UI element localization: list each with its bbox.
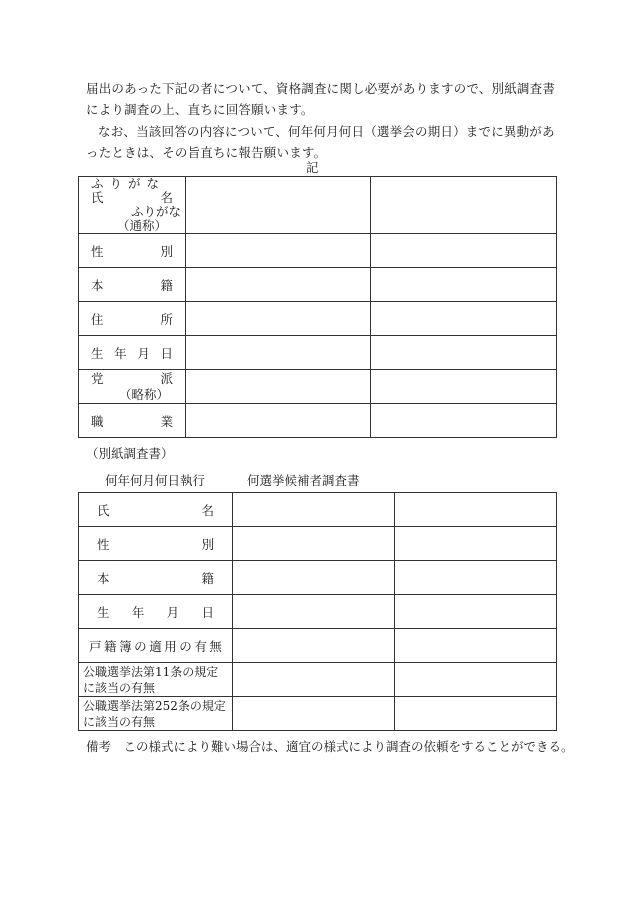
name-label: 氏 名 xyxy=(91,190,173,205)
domicile-label: 本 籍 xyxy=(79,561,233,595)
intro-paragraph-1: 届出のあった下記の者について、資格調査に関し必要がありますので、別紙調査書により調査の上、直ちに回答願います。 xyxy=(86,81,556,117)
value-cell[interactable] xyxy=(395,561,557,595)
value-cell[interactable] xyxy=(371,302,557,336)
value-cell[interactable] xyxy=(186,268,371,302)
domicile-label: 本 籍 xyxy=(79,268,186,302)
family-register-label: 戸 籍 簿 の 適 用 の 有 無 xyxy=(79,629,233,663)
birthdate-label: 生 年 月 日 xyxy=(79,336,186,370)
value-cell[interactable] xyxy=(371,370,557,404)
table-row xyxy=(79,629,557,663)
value-cell[interactable] xyxy=(371,177,557,234)
value-cell[interactable] xyxy=(395,595,557,629)
value-cell[interactable] xyxy=(233,493,395,527)
table-row xyxy=(79,404,557,438)
value-cell[interactable] xyxy=(186,234,371,268)
table-row xyxy=(79,177,557,234)
value-cell[interactable] xyxy=(395,493,557,527)
value-cell[interactable] xyxy=(186,177,371,234)
ki-heading: 記 xyxy=(306,160,319,175)
value-cell[interactable] xyxy=(371,404,557,438)
value-cell[interactable] xyxy=(233,595,395,629)
value-cell[interactable] xyxy=(233,561,395,595)
appendix-label: （別紙調査書） xyxy=(86,446,174,461)
table-row xyxy=(79,493,557,527)
law11-label: 公職選挙法第11条の規定に該当の有無 xyxy=(79,663,233,697)
value-cell[interactable] xyxy=(233,527,395,561)
furigana-label: ふ り が な xyxy=(91,176,159,191)
furigana-tsusho-label: ふりがな xyxy=(130,204,181,219)
value-cell[interactable] xyxy=(233,663,395,697)
survey-title: 何選挙候補者調査書 xyxy=(247,473,360,488)
name-label: 氏 名 xyxy=(79,493,233,527)
address-label: 住 所 xyxy=(79,302,186,336)
value-cell[interactable] xyxy=(395,527,557,561)
table-row xyxy=(79,561,557,595)
value-cell[interactable] xyxy=(395,629,557,663)
value-cell[interactable] xyxy=(233,629,395,663)
table-row xyxy=(79,336,557,370)
table-row xyxy=(79,697,557,731)
birthdate-label: 生 年 月 日 xyxy=(79,595,233,629)
tsusho-label: （通称） xyxy=(116,218,167,233)
value-cell[interactable] xyxy=(186,370,371,404)
occupation-label: 職 業 xyxy=(79,404,186,438)
law252-label: 公職選挙法第252条の規定に該当の有無 xyxy=(79,697,233,731)
value-cell[interactable] xyxy=(395,697,557,731)
value-cell[interactable] xyxy=(371,268,557,302)
table-row xyxy=(79,302,557,336)
intro-paragraph-2: なお、当該回答の内容について、何年何月何日（選挙会の期日）までに異動があったときは、その旨直ちに報告願います。 xyxy=(86,124,555,160)
value-cell[interactable] xyxy=(395,663,557,697)
value-cell[interactable] xyxy=(371,336,557,370)
survey-table xyxy=(78,492,557,731)
remarks-note: 備考 この様式により難い場合は、適宜の様式により調査の依頼をすることができる。 xyxy=(86,739,574,754)
table-row xyxy=(79,663,557,697)
request-table xyxy=(78,176,557,438)
furigana-name-label xyxy=(79,177,186,234)
survey-date-text: 何年何月何日執行 xyxy=(105,473,206,488)
value-cell[interactable] xyxy=(186,302,371,336)
value-cell[interactable] xyxy=(371,234,557,268)
table-row xyxy=(79,370,557,404)
sex-label: 性 別 xyxy=(79,234,186,268)
table-row xyxy=(79,595,557,629)
value-cell[interactable] xyxy=(186,404,371,438)
table-row xyxy=(79,268,557,302)
value-cell[interactable] xyxy=(186,336,371,370)
table-row xyxy=(79,234,557,268)
value-cell[interactable] xyxy=(233,697,395,731)
table-row xyxy=(79,527,557,561)
sex-label: 性 別 xyxy=(79,527,233,561)
party-abbr-label: （略称） xyxy=(118,386,169,402)
party-label: 党 派 （略称） xyxy=(79,370,186,404)
